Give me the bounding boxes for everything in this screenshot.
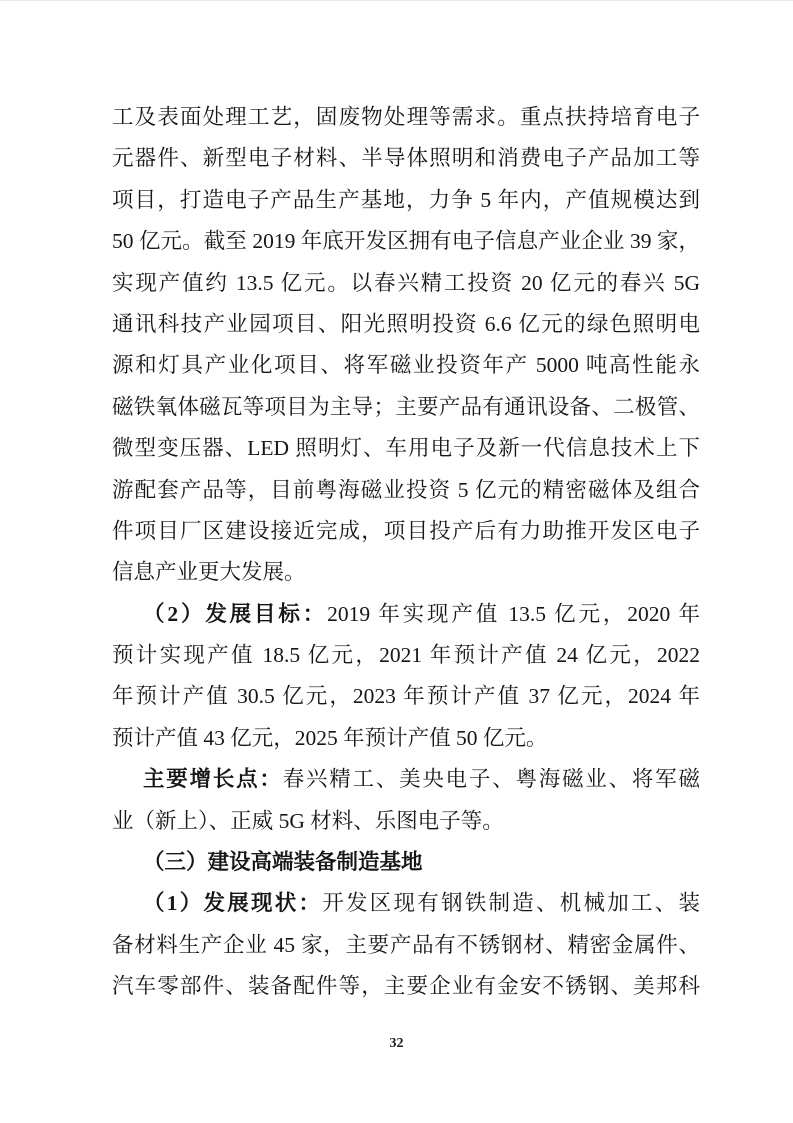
text-line: [112, 635, 700, 676]
text-line: [112, 470, 700, 511]
body-text: 通讯科技产业园项目、阳光照明投资 6.6 亿元的绿色照明电: [112, 311, 700, 336]
body-text: 2019 年实现产值 13.5 亿元，2020 年: [327, 601, 700, 626]
text-line: [112, 304, 700, 345]
body-text: 预计产值 43 亿元，2025 年预计产值 50 亿元。: [112, 725, 548, 750]
emphasis-text: 主要增长点：: [143, 767, 283, 792]
body-text: 元器件、新型电子材料、半导体照明和消费电子产品加工等: [112, 146, 700, 171]
text-line: [112, 925, 700, 966]
text-line: [112, 883, 700, 924]
text-line: [112, 966, 700, 1007]
text-line: [112, 801, 700, 842]
page-number: 32: [389, 1036, 404, 1051]
text-line: [112, 138, 700, 179]
body-text: 备材料生产企业 45 家，主要产品有不锈钢材、精密金属件、: [112, 932, 700, 957]
body-text: 件项目厂区建设接近完成，项目投产后有力助推开发区电子: [112, 518, 700, 543]
text-line: [112, 428, 700, 469]
emphasis-text: （三）建设高端装备制造基地: [143, 850, 423, 875]
emphasis-text: （2）发展目标：: [143, 601, 328, 626]
body-text: 游配套产品等，目前粤海磁业投资 5 亿元的精密磁体及组合: [112, 477, 700, 502]
body-text: 信息产业更大发展。: [112, 560, 306, 585]
text-line: [112, 552, 700, 593]
body-text: 开发区现有钢铁制造、机械加工、装: [322, 891, 700, 916]
body-text: 工及表面处理工艺，固废物处理等需求。重点扶持培育电子: [112, 105, 700, 129]
text-line: [112, 221, 700, 262]
body-text: 春兴精工、美央电子、粤海磁业、将军磁: [282, 767, 700, 792]
body-text: 磁铁氧体磁瓦等项目为主导；主要产品有通讯设备、二极管、: [112, 394, 700, 419]
emphasis-text: （1）发展现状：: [143, 891, 323, 916]
text-line: [112, 180, 700, 221]
body-text: 业（新上）、正威 5G 材料、乐图电子等。: [112, 808, 504, 833]
text-line: [112, 511, 700, 552]
body-text: 汽车零部件、装备配件等，主要企业有金安不锈钢、美邦科: [112, 974, 700, 999]
body-text: 源和灯具产业化项目、将军磁业投资年产 5000 吨高性能永: [112, 353, 700, 378]
text-line: [112, 387, 700, 428]
text-line: [112, 263, 700, 304]
body-text: 50 亿元。截至 2019 年底开发区拥有电子信息产业企业 39 家，: [112, 229, 700, 254]
text-line: [112, 97, 700, 138]
text-line: [112, 759, 700, 800]
body-text: 微型变压器、LED 照明灯、车用电子及新一代信息技术上下: [112, 436, 700, 461]
text-line: [112, 345, 700, 386]
body-text: 实现产值约 13.5 亿元。以春兴精工投资 20 亿元的春兴 5G: [112, 270, 700, 295]
body-text: 预计实现产值 18.5 亿元，2021 年预计产值 24 亿元，2022: [112, 643, 700, 668]
text-line: [112, 594, 700, 635]
text-line: [112, 676, 700, 717]
body-text: 项目，打造电子产品生产基地，力争 5 年内，产值规模达到: [112, 187, 700, 212]
text-line: [112, 718, 700, 759]
document-body: [112, 97, 700, 1008]
body-text: 年预计产值 30.5 亿元，2023 年预计产值 37 亿元，2024 年: [112, 684, 700, 709]
text-line: [112, 842, 700, 883]
